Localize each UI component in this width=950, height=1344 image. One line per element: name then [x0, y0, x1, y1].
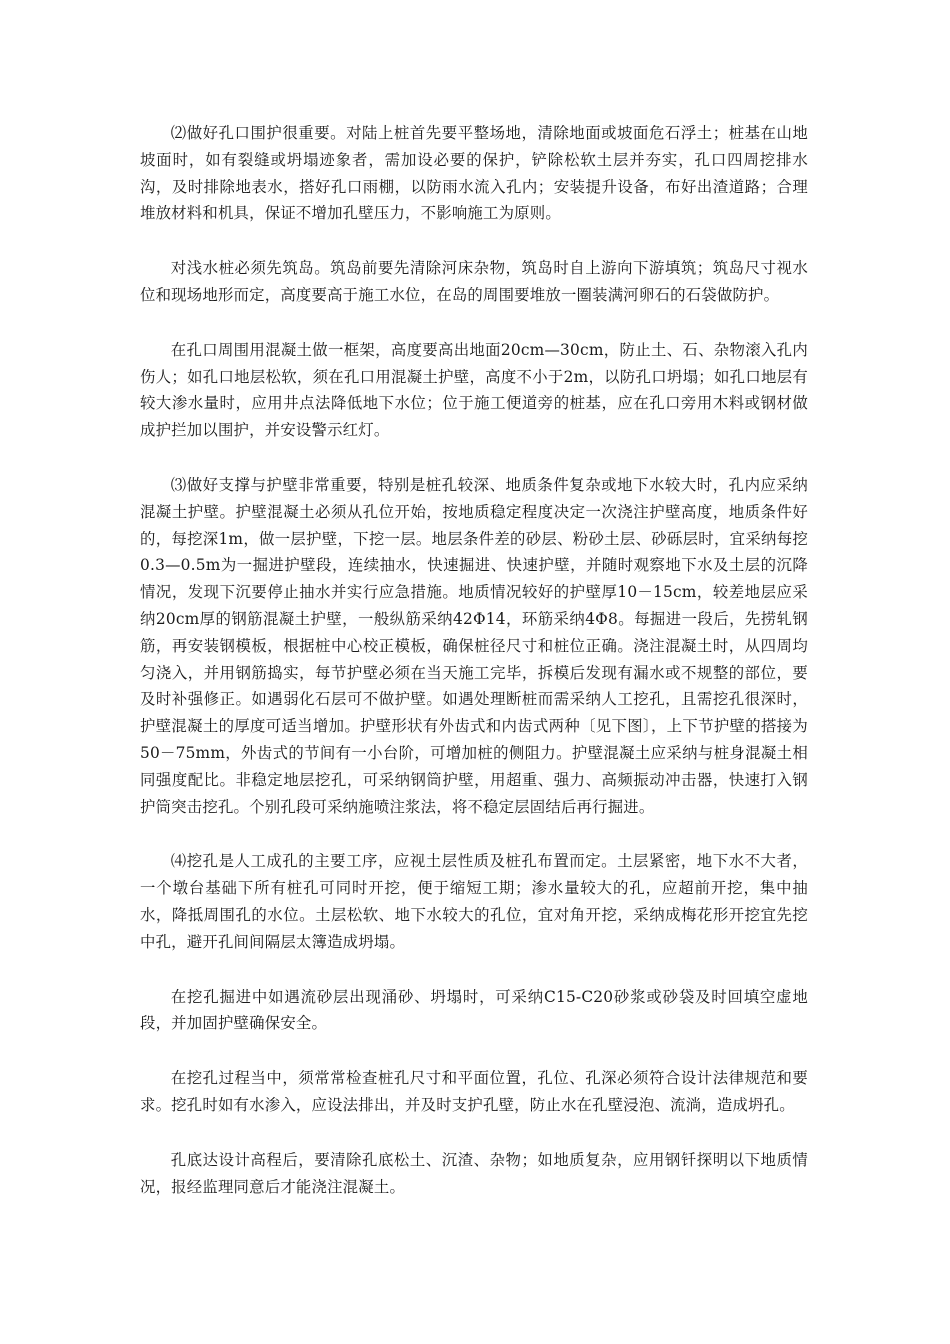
paragraph-inspection: 在挖孔过程当中，须常常检查桩孔尺寸和平面位置，孔位、孔深必须符合设计法律规范和要求。挖孔时如有水渗入，应设法排出，并及时支护孔壁，防止水在孔壁浸泡、流淌，造成坍孔。 — [140, 1069, 808, 1114]
paragraph-concrete-frame: 在孔口周围用混凝土做一框架，高度要高出地面20cm—30cm，防止土、石、杂物滚入孔内伤人；如孔口地层松软，须在孔口用混凝土护壁，高度不小于2m，以防孔口坍塌；如孔口地层有较大渗水量时，应用井点法降低地下水位；位于施工便道旁的桩基，应在孔口旁用木料或钢材做成护拦加以围护，并安设警示红灯。 — [140, 340, 808, 440]
paragraph-shallow-water-island: 对浅水桩必须先筑岛。筑岛前要先清除河床杂物，筑岛时自上游向下游填筑；筑岛尺寸视水位和现场地形而定，高度要高于施工水位，在岛的周围要堆放一圈装满河卵石的石袋做防护。 — [140, 259, 808, 304]
paragraph-support-and-retaining-wall: ⑶做好支撑与护壁非常重要，特别是桩孔较深、地质条件复杂或地下水较大时，孔内应采纳混凝土护壁。护壁混凝土必须从孔位开始，按地质稳定程度决定一次浇注护壁高度，地质条件好的，每挖深1m，做一层护壁，下挖一层。地层条件差的砂层、粉砂土层、砂砾层时，宜采纳每挖0.3—0.5m为一掘进护壁段，连续抽水，快速掘进、快速护壁，并随时观察地下水及土层的沉降情况，发现下沉要停止抽水并实行应急措施。地质情况较好的护壁厚10－15cm，较差地层应采纳20cm厚的钢筋混凝土护壁，一般纵筋采纳42Φ14，环筋采纳4Φ8。每掘进一段后，先捞轧钢筋，再安装钢模板，根据桩中心校正模板，确保桩径尺寸和桩位正确。浇注混凝土时，从四周均匀浇入，并用钢筋捣实，每节护壁必须在当天施工完毕，拆模后发现有漏水或不规整的部位，要及时补强修正。如遇弱化石层可不做护壁。如遇处理断桩而需采纳人工挖孔，且需挖孔很深时，护壁混凝土的厚度可适当增加。护壁形状有外齿式和内齿式两种〔见下图〕，上下节护壁的搭接为50－75mm，外齿式的节间有一小台阶，可增加桩的侧阻力。护壁混凝土应采纳与桩身混凝土相同强度配比。非稳定地层挖孔，可采纳钢筒护壁，用超重、强力、高频振动冲击器，快速打入钢护筒突击挖孔。个别孔段可采纳施喷注浆法，将不稳定层固结后再行掘进。 — [140, 475, 808, 816]
paragraph-quicksand: 在挖孔掘进中如遇流砂层出现涌砂、坍塌时，可采纳C15-C20砂浆或砂袋及时回填空虚地段，并加固护壁确保安全。 — [140, 987, 808, 1033]
paragraph-hole-bottom: 孔底达设计高程后，要清除孔底松土、沉渣、杂物；如地质复杂，应用钢钎探明以下地质情况，报经监理同意后才能浇注混凝土。 — [140, 1150, 808, 1196]
document-body — [140, 120, 808, 1228]
paragraph-excavation-process: ⑷挖孔是人工成孔的主要工序，应视土层性质及桩孔布置而定。土层紧密，地下水不大者，一个墩台基础下所有桩孔可同时开挖，便于缩短工期；渗水量较大的孔，应超前开挖，集中抽水，降抵周围孔的水位。土层松软、地下水较大的孔位，宜对角开挖，采纳成梅花形开挖宜先挖中孔，避开孔间间隔层太簿造成坍塌。 — [140, 852, 808, 951]
paragraph-hole-protection: ⑵做好孔口围护很重要。对陆上桩首先要平整场地，清除地面或坡面危石浮土；桩基在山地坡面时，如有裂缝或坍塌迹象者，需加设必要的保护，铲除松软土层并夯实，孔口四周挖排水沟，及时排除地表水，搭好孔口雨棚，以防雨水流入孔内；安装提升设备，布好出渣道路；合理堆放材料和机具，保证不增加孔壁压力，不影响施工为原则。 — [140, 124, 808, 223]
